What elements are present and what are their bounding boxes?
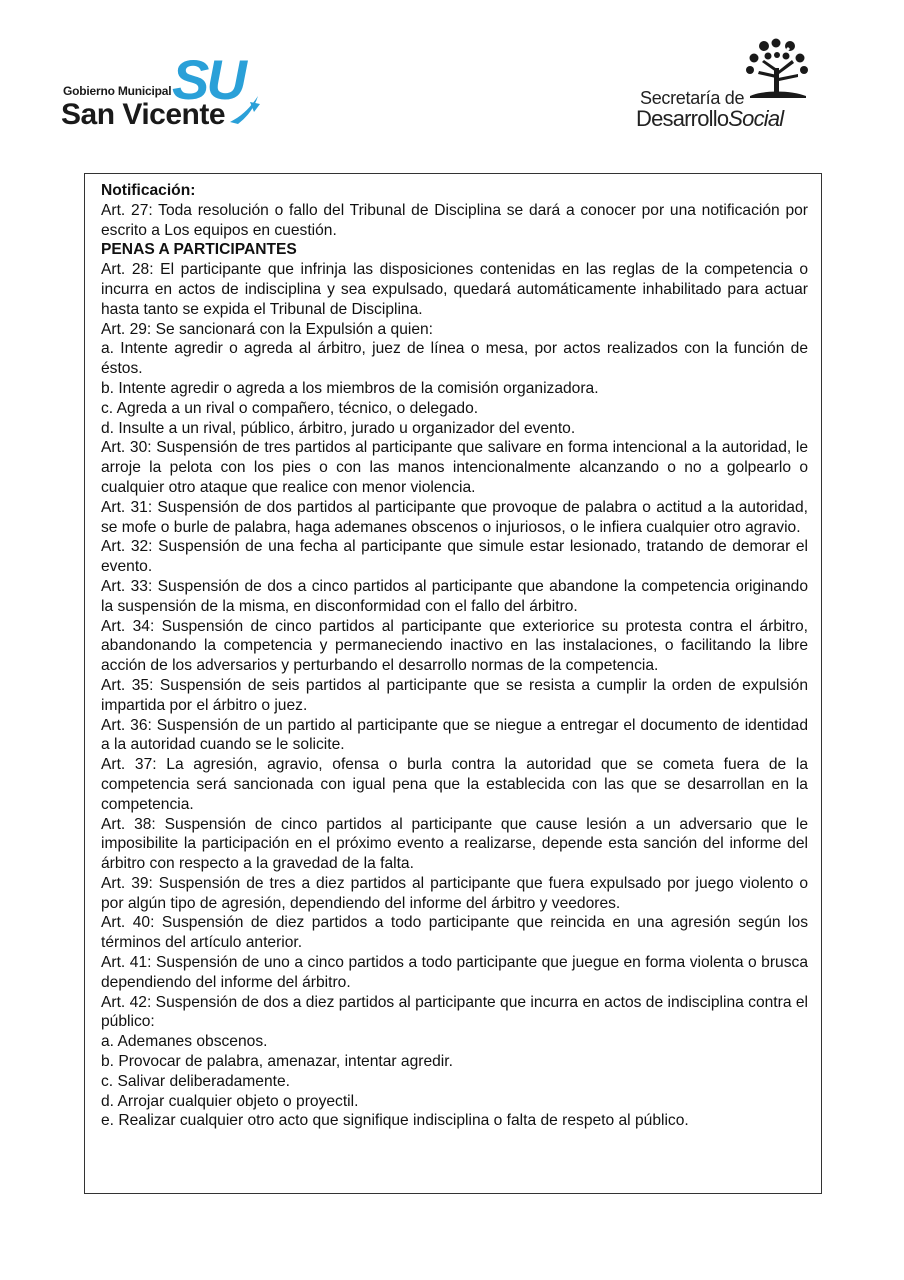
paragraph: Art. 38: Suspensión de cinco partidos al participante que cause lesión a un adversario que le imposibilite la participación en el próximo evento a realizarse, depende esta sanción del informe del árbitro con respecto a la gravedad de la falta. <box>101 815 808 873</box>
paragraph: e. Realizar cualquier otro acto que signifique indisciplina o falta de respeto al público. <box>101 1112 689 1130</box>
document-frame <box>84 173 822 1194</box>
logo-name: San Vicente <box>61 98 226 131</box>
paragraph: a. Ademanes obscenos. <box>101 1033 268 1051</box>
paragraph: Art. 33: Suspensión de dos a cinco partidos al participante que abandone la competencia originando la suspensión de la misma, en disconformidad con el fallo del árbitro. <box>101 577 808 615</box>
paragraph: d. Insulte a un rival, público, árbitro, jurado u organizador del evento. <box>101 419 576 437</box>
logo-line2-b: Social <box>728 106 784 131</box>
section-heading: Notificación: <box>101 182 196 199</box>
municipal-logo <box>60 48 270 134</box>
paragraph: Art. 42: Suspensión de dos a diez partidos al participante que incurra en actos de indisciplina contra el público: <box>101 993 808 1031</box>
logo-line2-a: Desarrollo <box>636 106 729 131</box>
paragraph: Art. 40: Suspensión de diez partidos a todo participante que reincida en una agresión según los términos del artículo anterior. <box>101 914 808 952</box>
paragraph: Art. 36: Suspensión de un partido al participante que se niegue a entregar el documento de identidad a la autoridad cuando se le solicite. <box>101 716 808 754</box>
paragraph: Art. 34: Suspensión de cinco partidos al participante que exteriorice su protesta contra el árbitro, abandonando la competencia y permaneciendo inactivo en las instalaciones, o facilitando la libre acción de los adversarios y perturbando el desarrollo normas de la competencia. <box>101 617 808 675</box>
paragraph: d. Arrojar cualquier objeto o proyectil. <box>101 1092 359 1110</box>
paragraph: c. Salivar deliberadamente. <box>101 1072 290 1090</box>
tree-hands-icon <box>740 38 814 102</box>
paragraph: Art. 41: Suspensión de uno a cinco partidos a todo participante que juegue en forma violenta o brusca dependiendo del informe del árbitro. <box>101 954 808 991</box>
logo-line2 <box>636 106 783 132</box>
paragraph: Art. 28: El participante que infrinja las disposiciones contenidas en las reglas de la competencia o incurra en actos de indisciplina y sea expulsado, quedará automáticamente inhabilitado para actuar hasta tanto se expida el Tribunal de Disciplina. <box>101 261 808 318</box>
section-heading: PENAS A PARTICIPANTES <box>101 241 297 259</box>
paragraph: Art. 27: Toda resolución o fallo del Tribunal de Disciplina se dará a conocer por una notificación por escrito a Los equipos en cuestión. <box>101 201 808 239</box>
paragraph: b. Intente agredir o agreda a los miembros de la comisión organizadora. <box>101 379 599 397</box>
paragraph: Art. 39: Suspensión de tres a diez partidos al participante que fuera expulsado por juego violento o por algún tipo de agresión, dependiendo del informe del árbitro y veedores. <box>101 874 808 912</box>
paragraph: b. Provocar de palabra, amenazar, intentar agredir. <box>101 1053 453 1071</box>
paragraph: Art. 29: Se sancionará con la Expulsión a quien: <box>101 320 434 338</box>
paragraph: Art. 31: Suspensión de dos partidos al participante que provoque de palabra o actitud a la autoridad, se mofe o burle de palabra, haga ademanes obscenos o injuriosos, o le infiera cualquier otro agravio. <box>101 498 808 536</box>
logo-subtitle: Gobierno Municipal <box>63 84 172 98</box>
swoosh-icon <box>228 82 262 126</box>
secretaria-logo <box>636 38 816 130</box>
paragraph: Art. 35: Suspensión de seis partidos al participante que se resista a cumplir la orden de expulsión impartida por el árbitro o juez. <box>101 676 808 714</box>
paragraph: Art. 37: La agresión, agravio, ofensa o burla contra la autoridad que se cometa fuera de la competencia será sancionada con igual pena que la establecida con las que se desarrollan en la competencia. <box>101 756 808 813</box>
paragraph: a. Intente agredir o agreda al árbitro, juez de línea o mesa, por actos realizados con la función de éstos. <box>101 340 808 378</box>
document-body <box>101 181 808 1131</box>
paragraph: Art. 30: Suspensión de tres partidos al participante que salivare en forma intencional a la autoridad, le arroje la pelota con los pies o con las manos intencionalmente alcanzando o no a golpearlo o cualquier otro ataque que realice con menor violencia. <box>101 439 808 496</box>
logo-mark: SU <box>172 48 244 111</box>
logo-line1: Secretaría de <box>640 88 745 108</box>
paragraph: c. Agreda a un rival o compañero, técnico, o delegado. <box>101 399 479 417</box>
paragraph: Art. 32: Suspensión de una fecha al participante que simule estar lesionado, tratando de demorar el evento. <box>101 538 808 576</box>
